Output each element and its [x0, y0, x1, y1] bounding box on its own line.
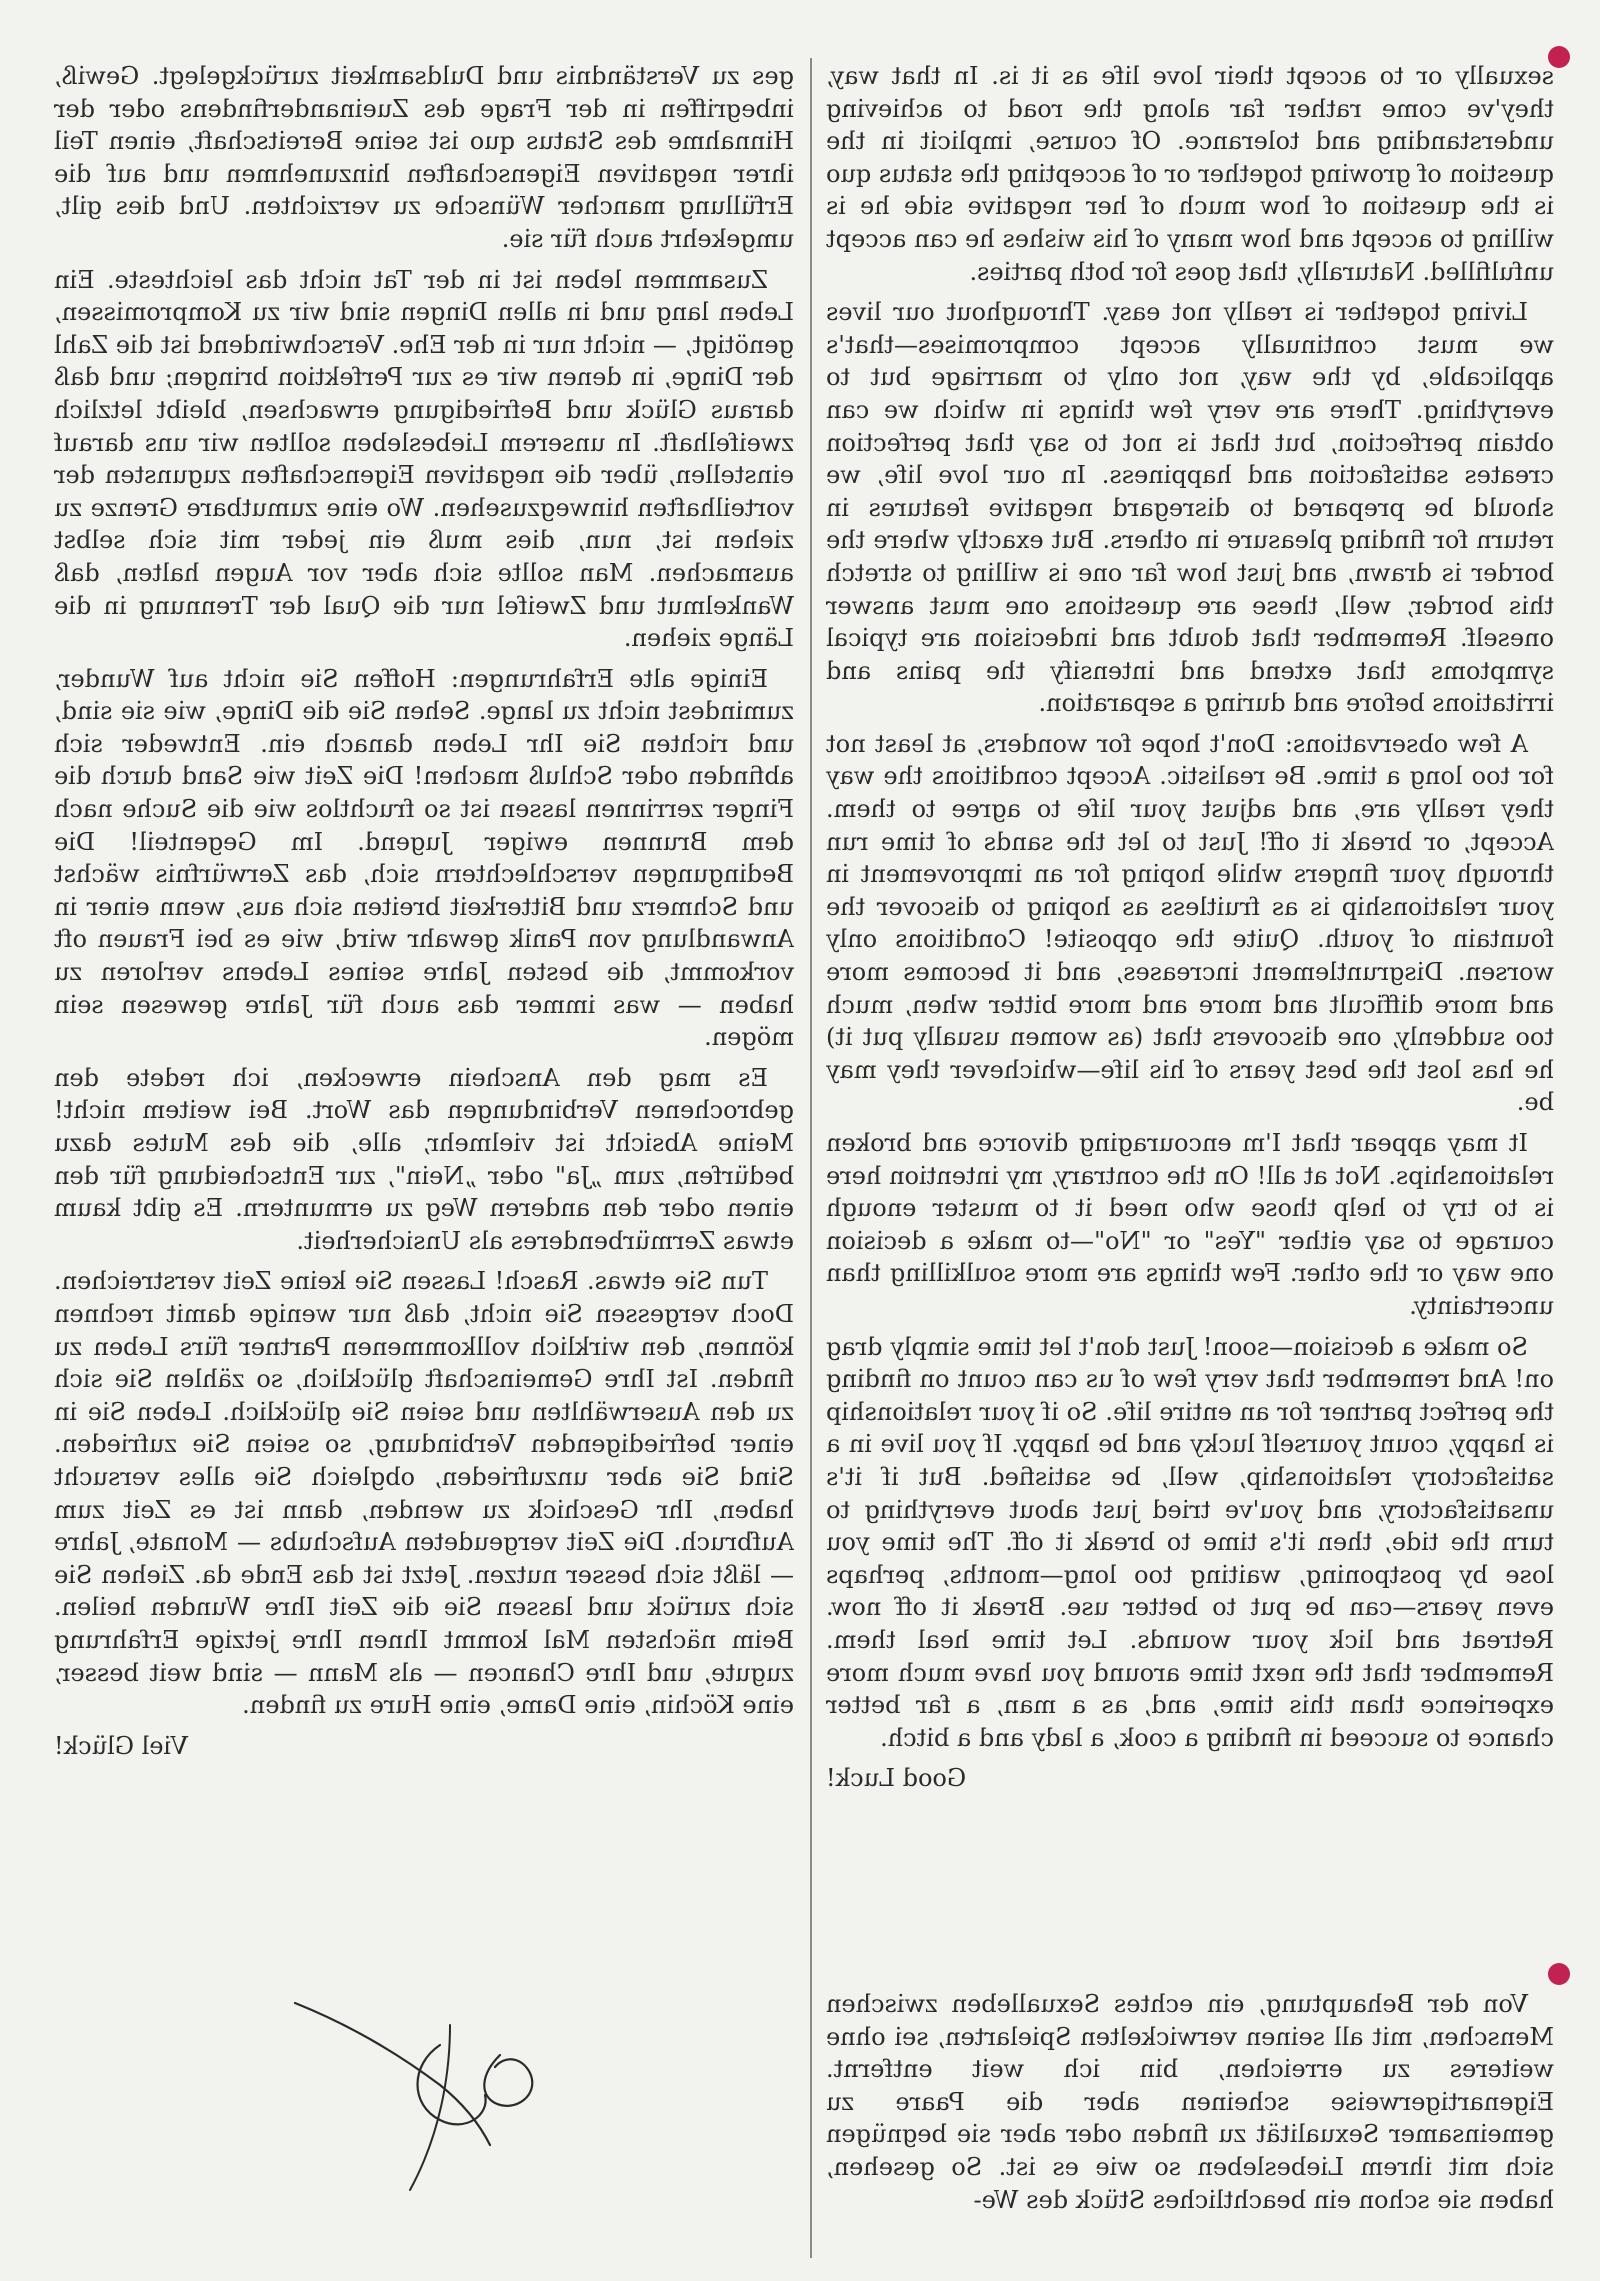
english-paragraph-3: A few observations: Don't hope for wonders, at least not for too long a time. Be realistic. Accept conditions the way they really are, and adjust your life to agree to them. Accept, or break it off! Just to let the sands of time run through your fingers while hoping for an improvement in your relationship is as fruitless as hoping to discover the fountain of youth. Quite the opposite! Conditions only worsen. Disgruntlement increases, and it becomes more and more difficult and more and more bitter when, much too suddenly, one discovers that (as women usually put it) he has lost the best years of his life—whichever they may be. — [826, 729, 1554, 1117]
german-paragraph-3: Einige alte Erfahrungen: Hoffen Sie nicht auf Wunder, zumindest nicht zu lange. Sehen Sie die Dinge, wie sie sind, und richten Sie Ihr Leben danach ein. Entweder sich abfinden oder Schluß machen! Die Zeit wie Sand durch die Finger zerrinnen lassen ist so fruchtlos wie die Suche nach dem Brunnen ewiger Jugend. Im Gegenteil! Die Bedingungen verschlechtern sich, das Zerwürfnis wächst und Schmerz und Bitterkeit breiten sich aus, wenn einer in Anwandlung von Panik gewahr wird, wie es bei Frauen oft vorkommt, die besten Jahre seines Lebens verloren zu haben — was immer das auch für Jahre gewesen sein mögen. — [54, 664, 794, 1052]
english-paragraph-4: It may appear that I'm encouraging divorce and broken relationships. Not at all! On the contrary, my intention here is to try to help those who need it to muster enough courage to say either "Yes" or "No"—to make a decision one way or the other. Few things are more soulkilling than uncertainty. — [826, 1129, 1554, 1320]
german-paragraph-5: Tun Sie etwas. Rasch! Lassen Sie keine Zeit verstreichen. Doch vergessen Sie nicht, daß nur wenige damit rechnen können, den wirklich vollkommenen Partner fürs Leben zu finden. Ist Ihre Gemeinschaft glücklich, so zählen Sie sich zu den Auserwählten und seien Sie glücklich. Leben Sie in einer befriedigenden Verbindung, so seien Sie zufrieden. Sind Sie aber unzufrieden, obgleich Sie alles versucht haben, Ihr Geschick zu wenden, dann ist es Zeit zum Aufbruch. Die Zeit vergeudeten Aufschubs — Monate, Jahre — läßt sich besser nutzen. Jetzt ist das Ende da. Ziehen Sie sich zurück und lassen Sie die Zeit Ihre Wunden heilen. Beim nächsten Mal kommt Ihnen Ihre jetzige Erfahrung zugute, und Ihre Chancen — als Mann — sind weit besser, eine Köchin, eine Dame, eine Hure zu finden. — [54, 1267, 794, 1720]
english-closing: Good Luck! — [826, 1764, 967, 1793]
signature-graphic — [290, 1985, 570, 2205]
column-divider — [810, 58, 812, 2258]
english-paragraph-5: So make a decision—soon! Just don't let time simply drag on! And remember that very few of us can count on finding the perfect partner for an entire life. So if your relationship is happy, count yourself lucky and be happy. If you live in a satisfactory relationship, well, be satisfied. But if it's unsatisfactory, and you've tried just about everything to turn the tide, then it's time to break it off. The time you lose by postponing, waiting too long—months, perhaps even years—can be put to better use. Break it off now. Retreat and lick your wounds. Let time heal them. Remember that the next time around you have much more experience than this time, and, as a man, a far better chance to succeed in finding a cook, a lady and a bitch. — [826, 1332, 1554, 1752]
german-closing: Viel Glück! — [54, 1731, 189, 1760]
german-next-section — [826, 1988, 1554, 2250]
german-text-column — [54, 60, 794, 1940]
german-paragraph-1: ges zu Verständnis und Duldsamkeit zurückgelegt. Gewiß, inbegriffen in der Frage des Zueinanderfindens oder der Hinnahme des Status quo ist seine Bereitschaft, einen Teil ihrer negativen Eigenschaften hinzunehmen und auf die Erfüllung mancher Wünsche zu verzichten. Und dies gilt, umgekehrt auch für sie. — [54, 62, 794, 253]
english-text-column — [826, 60, 1554, 1950]
section-marker-dot-bottom — [1548, 1963, 1570, 1985]
english-paragraph-2: Living together is really not easy. Throughout our lives we must continually accept compromises—that's applicable, by the way, not only to marriage but to everything. There are very few things in which we can obtain perfection, but that is not to say that perfection creates satisfaction and happiness. In our love life, we should be prepared to disregard negative features in return for finding pleasure in others. But exactly where the border is drawn, and just how far one is willing to stretch this border, well, these are questions one must answer oneself. Remember that doubt and indecision are typical symptoms that extend and intensify the pains and irritations before and during a separation. — [826, 298, 1554, 718]
german-next-paragraph: Von der Behauptung, ein echtes Sexualleben zwischen Menschen, mit all seinen verwickelten Spielarten, sei ohne weiteres zu erreichen, bin ich weit entfernt. Eigenartigerweise scheinen aber die Paare zu gemeinsamer Sexualität zu finden oder aber sie begnügen sich mit ihrem Liebesleben so wie es ist. So gesehen, haben sie schon ein beachtliches Stück des We- — [826, 1990, 1554, 2214]
german-paragraph-4: Es mag den Anschein erwecken, ich redete den gebrochenen Verbindungen das Wort. Bei weitem nicht! Meine Absicht ist vielmehr, alle, die des Mutes dazu bedürfen, zum „Ja" oder „Nein", zur Entscheidung für den einen oder den anderen Weg zu ermuntern. Es gibt kaum etwas Zermürbenderes als Unsicherheit. — [54, 1063, 794, 1255]
german-paragraph-2: Zusammen leben ist in der Tat nicht das leichteste. Ein Leben lang und in allen Dingen sind wir zu Kompromissen, genötigt, — nicht nur in der Ehe. Verschwindend ist die Zahl der Dinge, in denen wir es zur Perfektion bringen; und daß daraus Glück und Befriedigung erwachsen, bleibt letzlich zweifelhaft. In unserem Liebesleben sollten wir uns darauf einstellen, über die negativen Eigenschaften zugunsten der vorteilhaften hinwegzusehen. Wo eine zumutbare Grenze zu ziehen ist, nun, dies muß ein jeder mit sich selbst ausmachen. Man sollte sich aber vor Augen halten, daß Wankelmut und Zweifel nur die Qual der Trennung in die Länge ziehen. — [54, 265, 794, 653]
english-paragraph-1: sexually or to accept their love life as it is. In that way, they've come rather far along the road to achieving understanding and tolerance. Of course, implicit in the question of growing together or of accepting the status quo is the question of how much of her negative side he is willing to accept and how many of his wishes he can accept unfulfilled. Naturally, that goes for both parties. — [826, 62, 1554, 286]
